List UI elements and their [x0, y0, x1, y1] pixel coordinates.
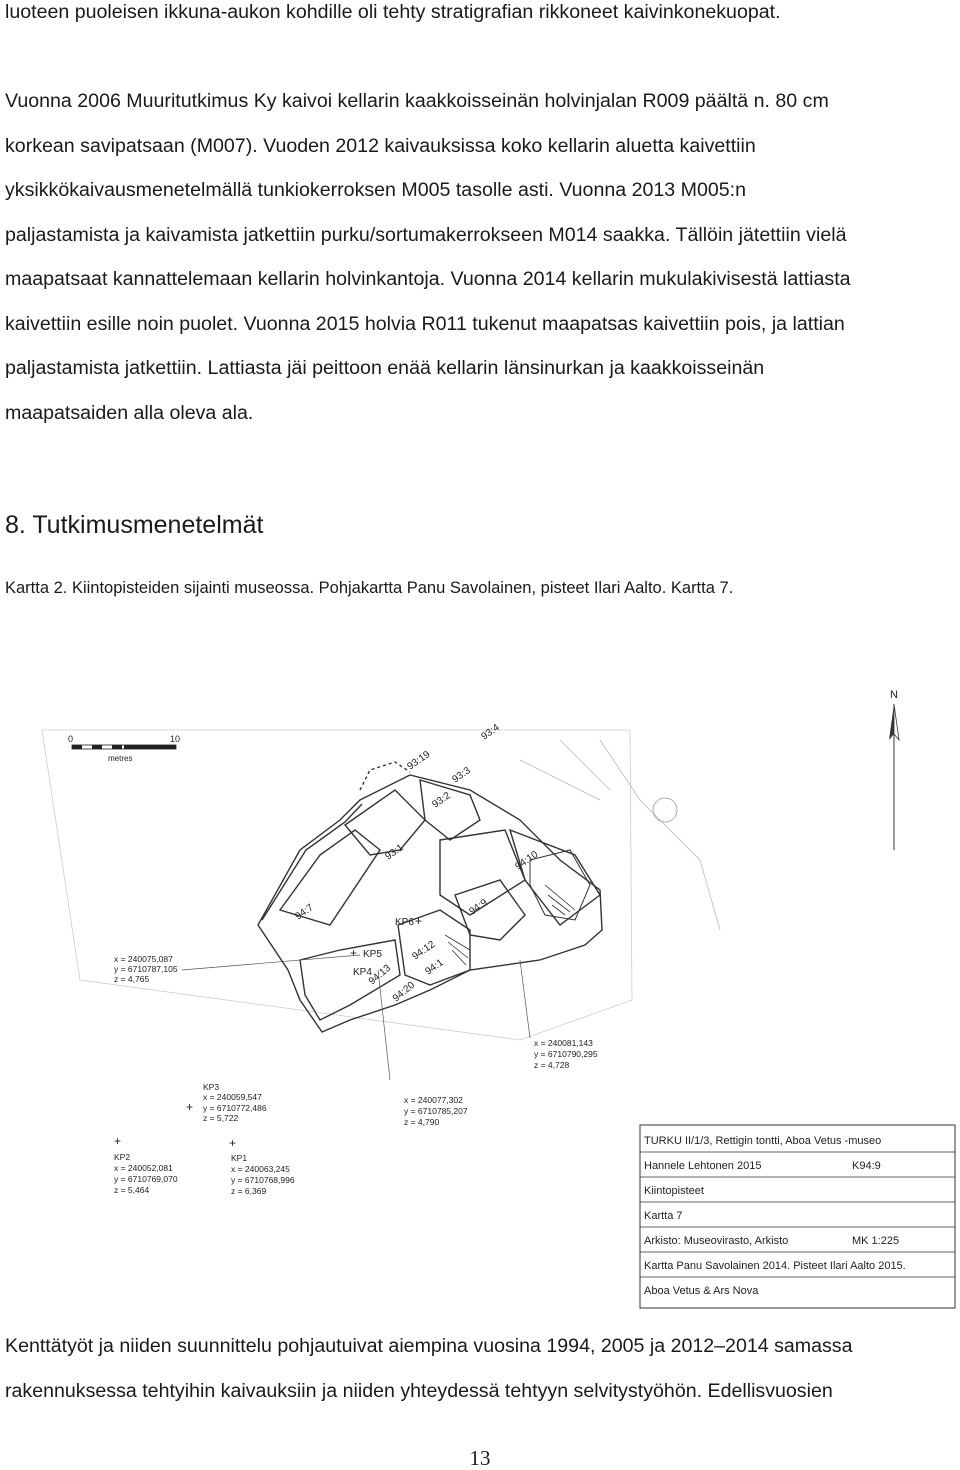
scale-unit: metres	[108, 754, 133, 763]
svg-text:x = 240075,087: x = 240075,087	[114, 954, 173, 964]
scale-start: 0	[68, 734, 74, 744]
section-heading: 8. Tutkimusmenetelmät	[5, 511, 264, 539]
north-arrow	[889, 689, 899, 850]
map-title-block	[640, 1125, 955, 1308]
title-block-row: Hannele Lehtonen 2015	[644, 1160, 762, 1172]
svg-text:y = 6710772,486: y = 6710772,486	[203, 1103, 267, 1113]
cross-marker: +	[350, 946, 358, 960]
area-label: 94:20	[390, 979, 418, 1005]
svg-text:y = 6710768,996: y = 6710768,996	[231, 1175, 295, 1185]
title-block-row: MK 1:225	[852, 1235, 900, 1247]
cross-marker: +	[114, 1134, 122, 1148]
cross-marker: +	[186, 1100, 194, 1114]
fixed-point-kp1	[229, 1136, 295, 1196]
north-label: N	[890, 689, 898, 701]
background-plan	[42, 730, 720, 1040]
svg-text:x = 240077,302: x = 240077,302	[404, 1095, 463, 1105]
text-line	[5, 45, 957, 90]
svg-text:KP1: KP1	[231, 1153, 248, 1163]
svg-text:y = 6710790,295: y = 6710790,295	[534, 1049, 598, 1059]
title-block-row: Kartta 7	[644, 1210, 683, 1222]
scale-bar	[68, 734, 180, 763]
area-label: 94:1	[423, 957, 446, 978]
area-label: 94:12	[410, 939, 438, 963]
text-line: maapatsaiden alla oleva ala.	[5, 401, 254, 424]
area-label: 94:10	[513, 849, 541, 873]
svg-text:z = 5,722: z = 5,722	[203, 1113, 239, 1123]
title-block-row: Aboa Vetus & Ars Nova	[644, 1285, 759, 1297]
text-line: kaivettiin esille noin puolet. Vuonna 2015 holvia R011 tukenut maapatsas kaivettiin pois, ja lattian	[5, 312, 845, 335]
text-line: paljastamista jatkettiin. Lattiasta jäi peittoon enää kellarin länsinurkan ja kaakkoisseinän	[5, 357, 765, 379]
text-line: luoteen puoleisen ikkuna-aukon kohdille oli tehty stratigrafian rikkoneet kaivinkonekuopat.	[5, 1, 781, 23]
text-line: rakennuksessa tehtyihin kaivauksiin ja niiden yhteydessä tehtyyn selvitystyöhön. Edellisvuosien	[5, 1379, 833, 1402]
title-block-row: K94:9	[852, 1160, 881, 1172]
point-label: KP6	[395, 917, 414, 928]
point-label: KP4	[353, 967, 372, 978]
text-line: maapatsaat kannattelemaan kellarin holvinkantoja. Vuonna 2014 kellarin mukulakivisestä lattiasta	[5, 268, 851, 290]
svg-text:x = 240081,143: x = 240081,143	[534, 1038, 593, 1048]
text-line: yksikkökaivausmenetelmällä tunkiokerroksen M005 tasolle asti. Vuonna 2013 M005:n	[5, 179, 746, 201]
area-labels	[293, 722, 540, 1004]
area-label: 93:3	[450, 765, 473, 786]
title-block-row: Arkisto: Museovirasto, Arkisto	[644, 1235, 789, 1247]
area-label: 94:7	[293, 902, 316, 923]
map-caption: Kartta 2. Kiintopisteiden sijainti museossa. Pohjakartta Panu Savolainen, pisteet Ilari Aalto. Kartta 7.	[5, 579, 734, 597]
site-map-drawing	[0, 680, 960, 1320]
area-label: 93:4	[479, 722, 502, 743]
fixed-point-4	[404, 1095, 468, 1127]
fixed-point-1	[114, 954, 178, 984]
svg-text:z = 4,790: z = 4,790	[404, 1117, 440, 1127]
svg-text:x = 240052,081: x = 240052,081	[114, 1163, 173, 1173]
svg-text:z = 4,765: z = 4,765	[114, 974, 150, 984]
title-block-row: TURKU II/1/3, Rettigin tontti, Aboa Vetus -museo	[644, 1135, 882, 1147]
cross-marker: +	[229, 1136, 237, 1150]
text-line: paljastamista ja kaivamista jatkettiin purku/sortumakerrokseen M014 saakka. Tällöin jätettiin vielä	[5, 223, 847, 246]
point-label: KP5	[363, 949, 382, 960]
svg-text:y = 6710769,070: y = 6710769,070	[114, 1174, 178, 1184]
text-line: Vuonna 2006 Muuritutkimus Ky kaivoi kellarin kaakkoisseinän holvinjalan R009 päältä n. 80 cm	[5, 90, 829, 112]
area-label: 93:1	[383, 842, 406, 863]
fixed-point-2	[534, 1038, 598, 1070]
svg-text:z = 5,464: z = 5,464	[114, 1185, 150, 1195]
page-number: 13	[469, 1446, 491, 1470]
intro-paragraph	[5, 0, 957, 445]
text-line: korkean savipatsaan (M007). Vuoden 2012 kaivauksissa koko kellarin aluetta kaivettiin	[5, 134, 756, 157]
cross-marker: +	[415, 914, 423, 928]
svg-text:z = 6,369: z = 6,369	[231, 1186, 267, 1196]
svg-text:x = 240063,245: x = 240063,245	[231, 1164, 290, 1174]
svg-text:x = 240059,547: x = 240059,547	[203, 1092, 262, 1102]
svg-text:y = 6710785,207: y = 6710785,207	[404, 1106, 468, 1116]
outro-paragraph	[5, 1334, 957, 1423]
text-line: Kenttätyöt ja niiden suunnittelu pohjautuivat aiempina vuosina 1994, 2005 ja 2012–2014 samassa	[5, 1335, 853, 1357]
area-label: 93:2	[430, 790, 453, 811]
svg-text:z = 4,728: z = 4,728	[534, 1060, 570, 1070]
title-block-row: Kiintopisteet	[644, 1185, 704, 1197]
fixed-point-kp3	[186, 1082, 267, 1123]
scale-end: 10	[170, 734, 181, 744]
area-label: 94:13	[366, 962, 394, 988]
svg-text:y = 6710787,105: y = 6710787,105	[114, 964, 178, 974]
svg-text:KP3: KP3	[203, 1082, 220, 1092]
site-map	[0, 680, 960, 1320]
area-label: 93:19	[405, 749, 433, 773]
svg-text:KP2: KP2	[114, 1152, 131, 1162]
fixed-point-kp2	[114, 1134, 178, 1195]
title-block-row: Kartta Panu Savolainen 2014. Pisteet Ilari Aalto 2015.	[644, 1260, 906, 1272]
area-label: 94:9	[467, 897, 490, 918]
